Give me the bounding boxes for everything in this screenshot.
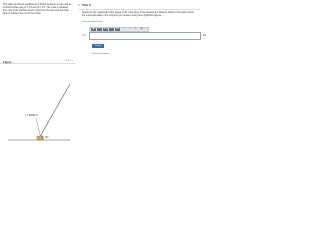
math-toolbar bbox=[89, 27, 149, 32]
figure-header bbox=[0, 59, 75, 64]
vector-button[interactable]: vec bbox=[115, 27, 120, 30]
distance-arrow bbox=[36, 118, 40, 135]
incline-diagram bbox=[0, 66, 75, 142]
symbols-button[interactable]: ΑΣφ bbox=[103, 27, 108, 30]
reset-icon[interactable]: ⟳ bbox=[134, 27, 137, 30]
arrows-button[interactable]: ↕ bbox=[111, 27, 112, 30]
answer-input[interactable] bbox=[89, 32, 201, 40]
figure-pager[interactable]: < 1 of 1 > bbox=[63, 59, 73, 62]
figure-image bbox=[0, 66, 75, 142]
answer-label: v = bbox=[82, 34, 86, 38]
answer-row bbox=[82, 32, 206, 40]
undo-icon[interactable]: ↶ bbox=[122, 27, 125, 30]
keyboard-icon[interactable]: ▦ bbox=[140, 27, 143, 30]
provide-feedback-link[interactable]: Provide Feedback bbox=[92, 53, 110, 55]
figure-title: Figure bbox=[3, 59, 12, 64]
answer-unit: ft/s bbox=[203, 34, 207, 38]
collapse-caret-icon[interactable]: ▾ bbox=[78, 3, 80, 7]
incline-surface bbox=[38, 84, 70, 140]
divider bbox=[78, 9, 200, 10]
view-hints-link[interactable]: View Available Hint(s) bbox=[82, 21, 104, 23]
part-instructions: Determine the magnitude of the speed of the crate when it has traveled the distance shown in the figure. Enter the numerical value in ft/s. Express your answer using three significant figures. bbox=[82, 12, 194, 17]
part-header[interactable] bbox=[78, 3, 200, 8]
help-icon[interactable]: ? bbox=[146, 27, 149, 30]
template-button[interactable]: ▣ bbox=[92, 27, 95, 30]
redo-icon[interactable]: ↷ bbox=[128, 27, 131, 30]
sqrt-button[interactable]: √x bbox=[98, 27, 101, 30]
part-title: Part A bbox=[82, 3, 92, 7]
submit-button[interactable]: Submit bbox=[92, 44, 104, 48]
problem-text: The static and kinetic coefficients of friction between a crate and an inclined surface are μs = 0.3 and μk = 0.2. The crate is released from rest at the position shown; determine the speed of the crate when it reaches the end of the incline. bbox=[3, 4, 72, 15]
distance-label: s = 60000 ft bbox=[25, 114, 38, 117]
angle-label: 30° bbox=[45, 136, 49, 139]
crate-icon bbox=[37, 136, 43, 140]
